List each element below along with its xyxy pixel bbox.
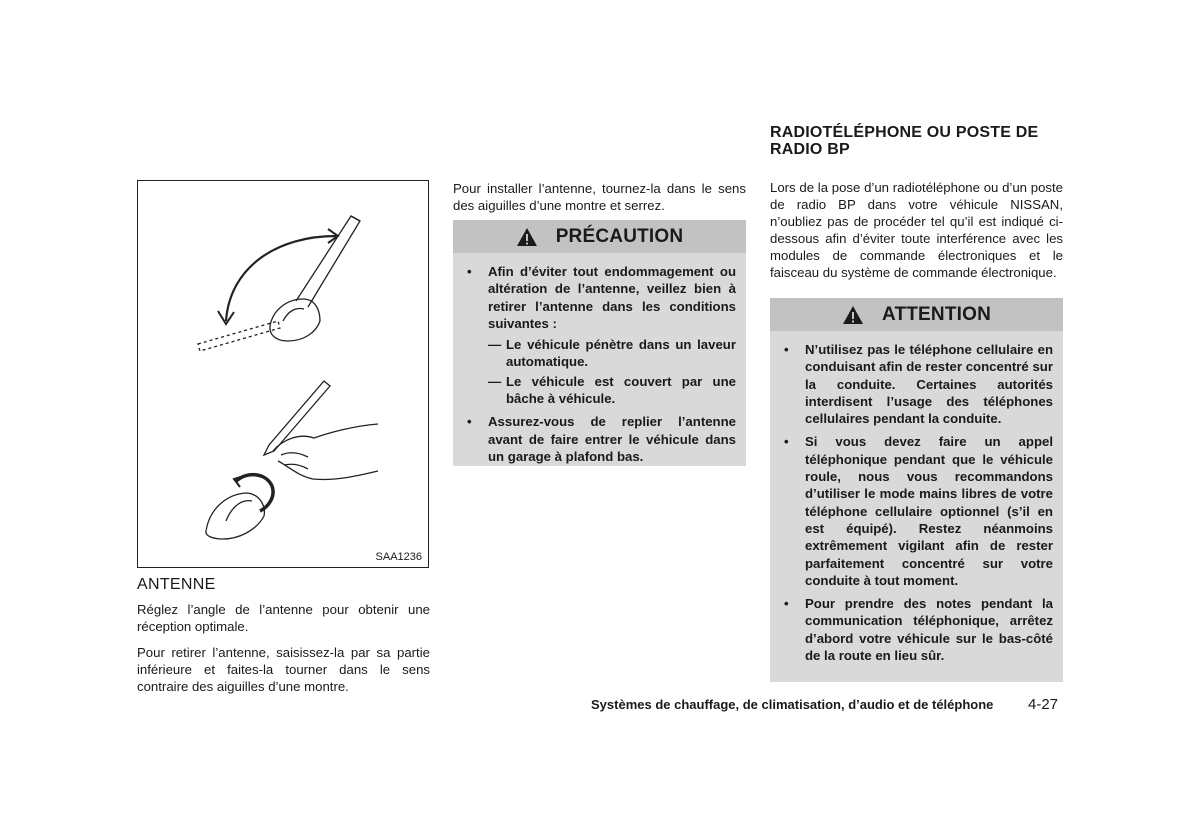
antenna-illustration <box>138 181 428 567</box>
precaution-item-2-text: Assurez-vous de replier l’antenne avant de faire entrer le véhicule dans un garage à plafond bas. <box>488 414 736 464</box>
bullet: • <box>467 264 472 279</box>
antenna-figure <box>137 180 429 568</box>
precaution-item-1 <box>463 263 736 407</box>
precaution-subitem-2 <box>488 373 736 408</box>
precaution-box <box>453 220 746 466</box>
antenne-paragraph-2: Pour retirer l’antenne, saisissez-la par sa partie inférieure et faites-la tourner dans le sens contraire des aiguilles d’une montre. <box>137 645 430 694</box>
install-paragraph <box>453 180 746 223</box>
precaution-subitem-1-text: Le véhicule pénètre dans un laveur automatique. <box>506 337 736 370</box>
attention-item-1 <box>780 341 1053 427</box>
antenne-paragraph-1: Réglez l’angle de l’antenne pour obtenir une réception optimale. <box>137 602 430 634</box>
precaution-sublist <box>488 336 736 407</box>
antenne-heading: ANTENNE <box>137 576 216 593</box>
antenne-body <box>137 601 430 704</box>
precaution-header <box>453 220 746 253</box>
attention-header <box>770 298 1063 331</box>
warning-triangle-icon <box>516 227 538 247</box>
precaution-item-2 <box>463 413 736 465</box>
precaution-list <box>453 253 746 477</box>
page-number: 4-27 <box>1028 696 1059 713</box>
radio-body-text: Lors de la pose d’un radiotéléphone ou d’un poste de radio BP dans votre véhicule NISSAN, n’oubliez pas de procéder tel qu’il est indiqué ci-dessous afin d’éviter toute interférence avec les modules de commande électroniques et le faisceau du système de commande électronique. <box>770 180 1063 280</box>
precaution-title: PRÉCAUTION <box>555 225 684 247</box>
precaution-item-1-text: Afin d’éviter tout endommagement ou altération de l’antenne, veillez bien à retirer l’antenne dans les conditions suivantes : <box>488 264 736 331</box>
attention-list <box>770 331 1063 676</box>
precaution-subitem-1 <box>488 336 736 371</box>
dash: — <box>488 337 502 353</box>
attention-item-2 <box>780 433 1053 589</box>
attention-item-2-text: Si vous devez faire un appel téléphonique pendant que le véhicule roule, nous vous recommandons d’utiliser le mode mains libres de votre téléphone cellulaire optionnel (s’il en est équipé). Restez néanmoins extrêmement vigilant afin de rester parfaitement concentré sur votre conduite à tout moment. <box>805 434 1053 588</box>
precaution-subitem-2-text: Le véhicule est couvert par une bâche à véhicule. <box>506 373 736 407</box>
attention-title: ATTENTION <box>881 303 992 325</box>
radio-body <box>770 179 1063 290</box>
attention-box <box>770 298 1063 682</box>
figure-label: SAA1236 <box>375 551 422 563</box>
bullet: • <box>467 414 472 430</box>
install-text: Pour installer l’antenne, tournez-la dans le sens des aiguilles d’une montre et serrez. <box>453 181 746 213</box>
footer-section-title: Systèmes de chauffage, de climatisation, d’audio et de téléphone <box>591 697 994 712</box>
attention-item-1-text: N’utilisez pas le téléphone cellulaire en conduisant afin de rester concentré sur la conduite. Certaines autorités interdisent l’usage des téléphones cellulaires pendant la conduite. <box>805 342 1053 427</box>
attention-item-3 <box>780 595 1053 664</box>
bullet: • <box>784 434 789 450</box>
attention-item-3-text: Pour prendre des notes pendant la communication téléphonique, arrêtez d’abord votre véhicule sur le bas-côté de la route en lieu sûr. <box>805 596 1053 664</box>
bullet: • <box>784 342 789 357</box>
dash: — <box>488 373 502 389</box>
radio-heading: RADIOTÉLÉPHONE OU POSTE DE RADIO BP <box>770 124 1039 158</box>
bullet: • <box>784 596 789 612</box>
warning-triangle-icon <box>842 305 864 325</box>
